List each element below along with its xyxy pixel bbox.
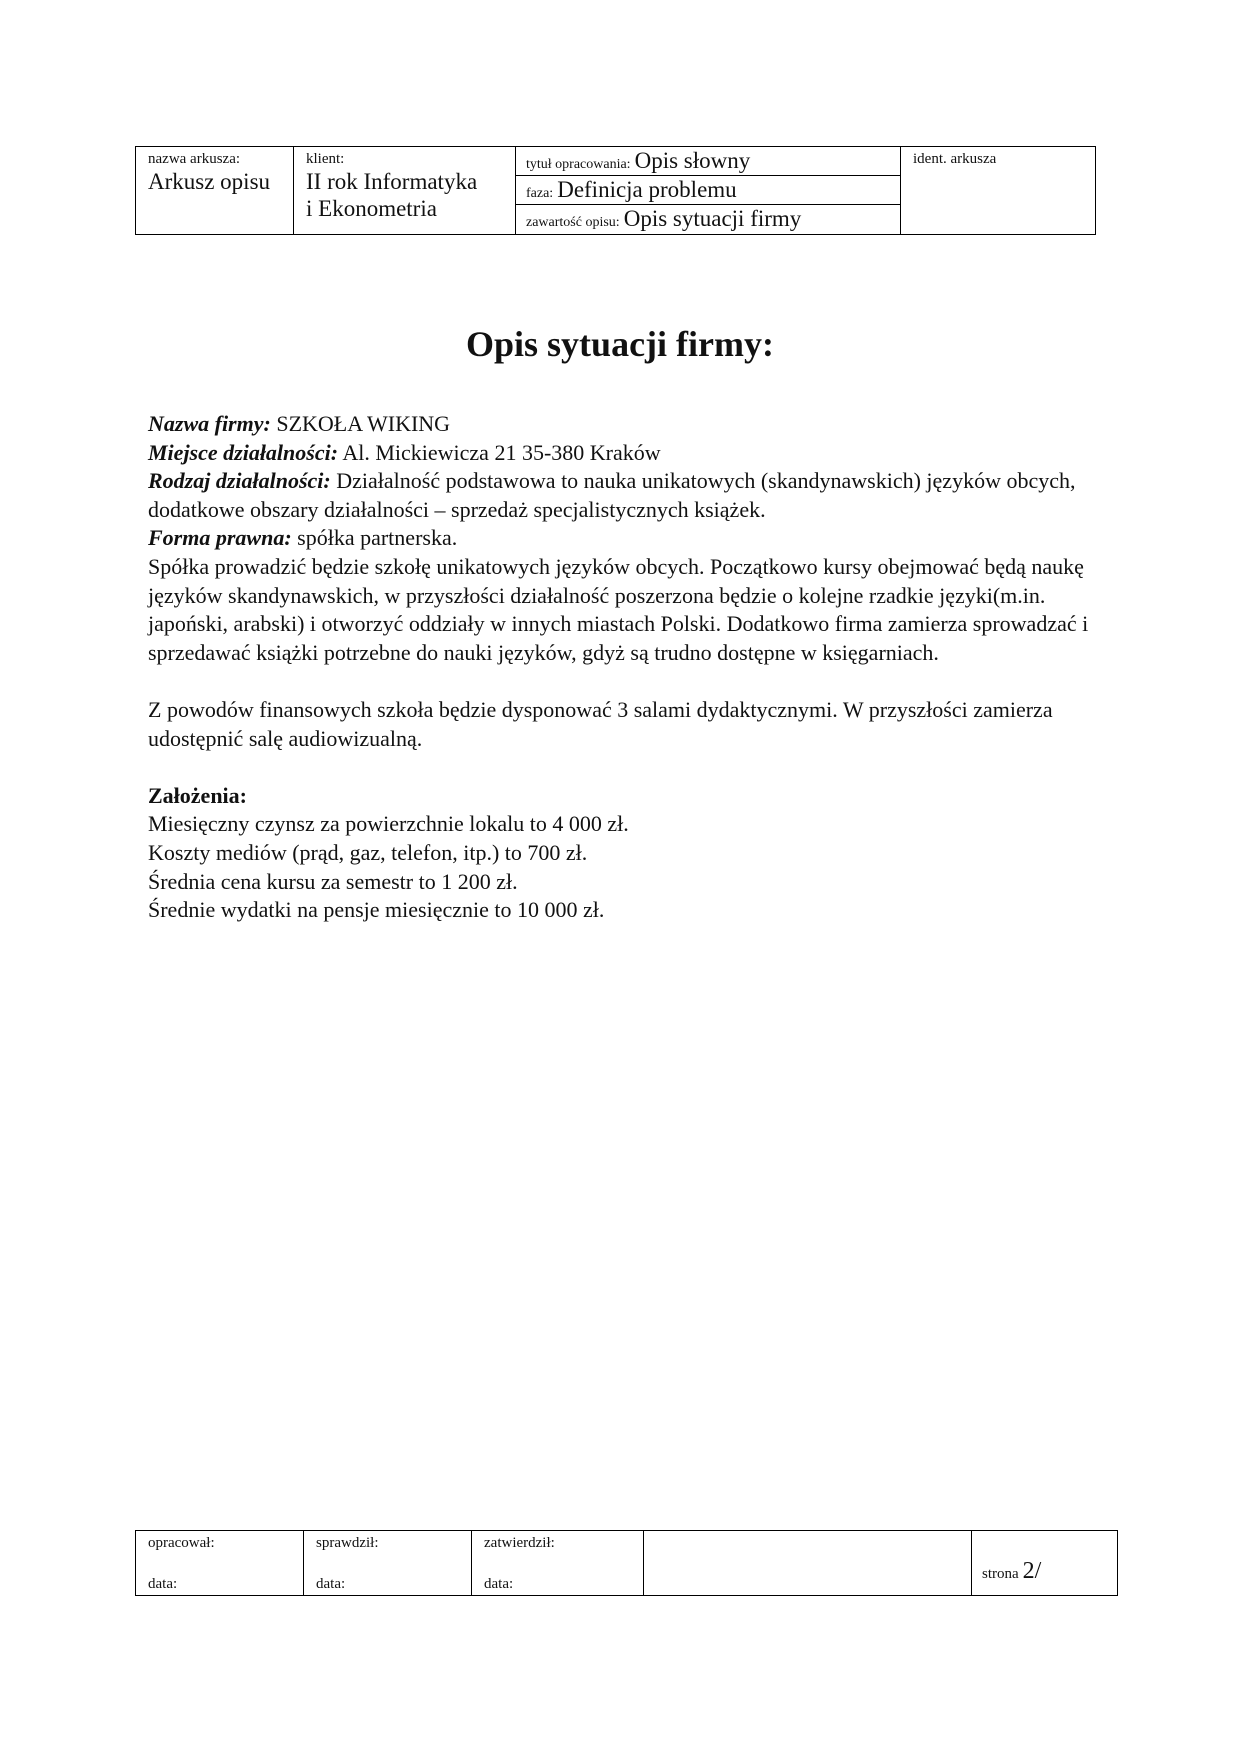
sheet-name-value: Arkusz opisu xyxy=(148,169,271,194)
company-name-label: Nazwa firmy: xyxy=(148,411,271,436)
approved-label: zatwierdził: xyxy=(484,1535,555,1551)
sheet-name-cell xyxy=(136,147,294,235)
phase-row xyxy=(516,176,900,205)
page-cell xyxy=(972,1531,1118,1596)
work-title-value: Opis słowny xyxy=(634,148,751,173)
location-value: Al. Mickiewicza 21 35-380 Kraków xyxy=(338,439,661,465)
assumptions-heading: Założenia: xyxy=(148,782,247,808)
page-value: 2/ xyxy=(1022,1558,1042,1584)
work-info-cell xyxy=(516,147,901,235)
checked-label: sprawdził: xyxy=(316,1535,379,1551)
spacer xyxy=(148,667,1108,696)
approved-date-label: data: xyxy=(484,1576,514,1592)
approved-cell xyxy=(472,1531,644,1596)
client-line2: i Ekonometria xyxy=(306,196,437,221)
spacer xyxy=(148,753,1108,782)
checked-cell xyxy=(304,1531,472,1596)
work-title-row xyxy=(516,147,900,176)
content-value: Opis sytuacji firmy xyxy=(623,206,802,231)
prepared-label: opracował: xyxy=(148,1535,215,1551)
legal-form-label: Forma prawna: xyxy=(148,525,292,551)
phase-value: Definicja problemu xyxy=(557,177,737,202)
activity-line xyxy=(148,467,1108,524)
blank-cell xyxy=(644,1531,972,1596)
company-name-value: SZKOŁA WIKING xyxy=(270,411,451,436)
content-label: zawartość opisu: xyxy=(526,215,620,230)
assumption-item: Miesięczny czynsz za powierzchnie lokalu to 4 000 zł. xyxy=(148,811,629,837)
company-name-line xyxy=(148,410,1108,439)
checked-date-label: data: xyxy=(316,1576,346,1592)
sheet-id-label: ident. arkusza xyxy=(913,151,997,167)
page-label: strona xyxy=(982,1566,1019,1582)
work-title-label: tytuł opracowania: xyxy=(526,157,631,172)
assumption-item: Średnie wydatki na pensje miesięcznie to 10 000 zł. xyxy=(148,897,605,923)
sheet-id-cell xyxy=(901,147,1096,235)
client-line1: II rok Informatyka xyxy=(306,169,478,194)
activity-value: Działalność podstawowa to nauka unikatowych (skandynawskich) języków obcych, dodatkowe obszary działalności – sprzedaż specjalistycznych książek. xyxy=(148,468,1076,522)
assumption-item: Koszty mediów (prąd, gaz, telefon, itp.) to 700 zł. xyxy=(148,839,588,865)
footer-table xyxy=(135,1530,1118,1596)
location-label: Miejsce działalności: xyxy=(148,439,339,465)
activity-label: Rodzaj działalności: xyxy=(148,468,331,494)
legal-form-line xyxy=(148,524,1108,553)
prepared-cell xyxy=(136,1531,304,1596)
location-line xyxy=(148,439,1108,468)
prepared-date-label: data: xyxy=(148,1576,178,1592)
legal-form-value: spółka partnerska. xyxy=(291,525,458,551)
assumption-item: Średnia cena kursu za semestr to 1 200 zł. xyxy=(148,868,518,894)
description-paragraph-1: Spółka prowadzić będzie szkołę unikatowych języków obcych. Początkowo kursy obejmować będą naukę języków skandynawskich, w przyszłości działalność poszerzona będzie o kolejne rzadkie języki(m.in. japoński, arabski) i otworzyć oddziały w innych miastach Polski. Dodatkowo firma zamierza sprowadzać i sprzedawać książki potrzebne do nauki języków, gdyż są trudno dostępne w księgarniach. xyxy=(148,553,1089,665)
header-table xyxy=(135,146,1096,235)
sheet-name-label: nazwa arkusza: xyxy=(148,151,241,167)
phase-label: faza: xyxy=(526,186,554,201)
description-paragraph-2: Z powodów finansowych szkoła będzie dysponować 3 salami dydaktycznymi. W przyszłości zamierza udostępnić salę audiowizualną. xyxy=(148,696,1053,751)
content-row xyxy=(516,205,900,233)
page-number xyxy=(982,1558,1041,1585)
client-label: klient: xyxy=(306,151,345,167)
document-body xyxy=(148,410,1108,925)
client-cell xyxy=(294,147,516,235)
page-title: Opis sytuacji firmy: xyxy=(466,324,774,364)
